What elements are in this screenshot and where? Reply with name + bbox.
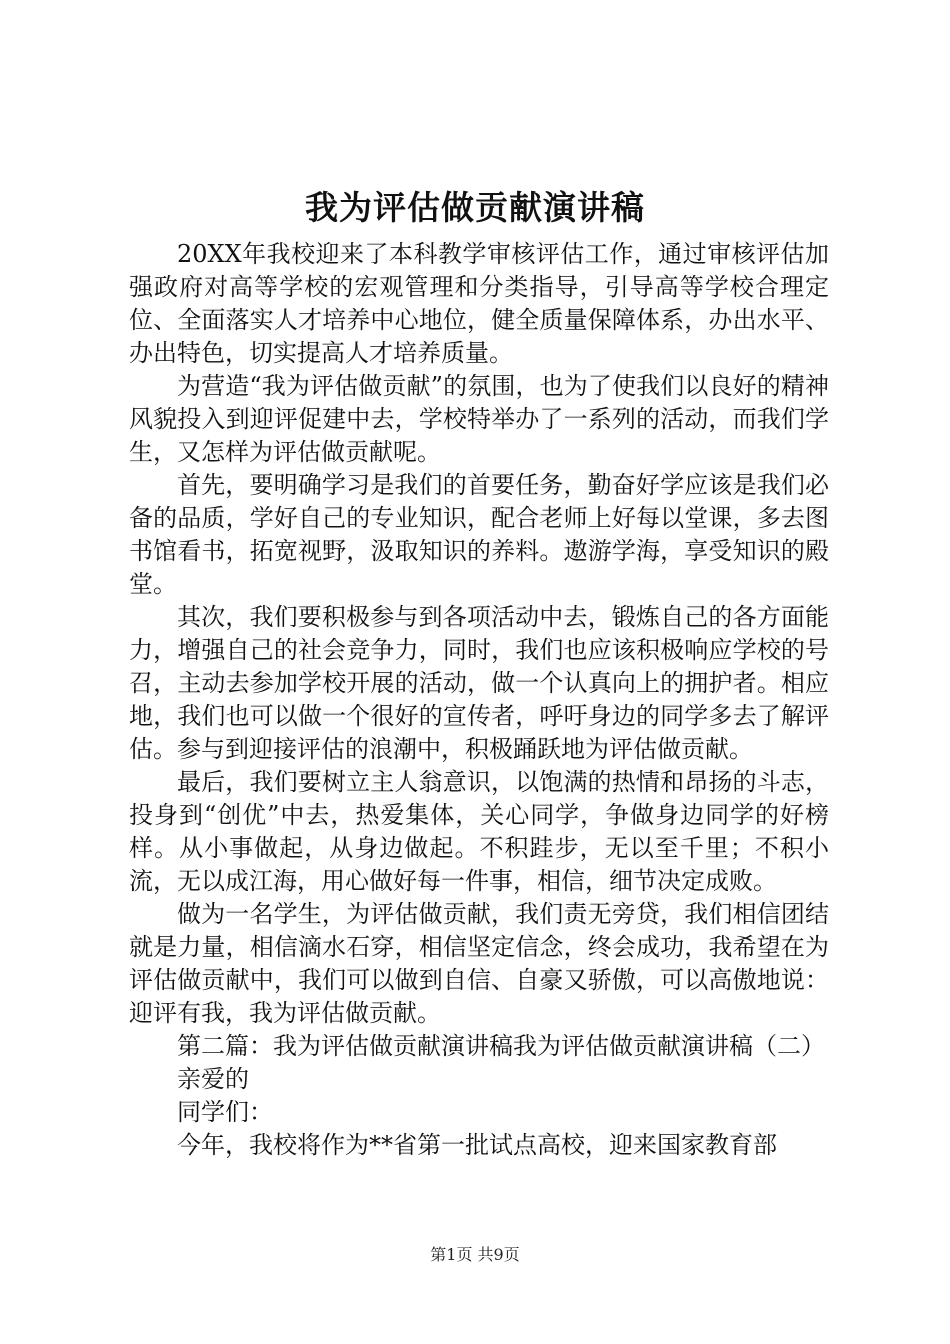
document-title: 我为评估做贡献演讲稿 [305,188,645,227]
paragraph-6: 做为一名学生，为评估做贡献，我们责无旁贷，我们相信团结就是力量，相信滴水石穿，相信坚定信念，终会成功，我希望在为评估做贡献中，我们可以做到自信、自豪又骄傲，可以高傲地说：迎评有我，我为评估做贡献。 [129,900,829,1027]
second-part-heading: 第二篇：我为评估做贡献演讲稿我为评估做贡献演讲稿（二） [177,1032,825,1060]
paragraph-4: 其次，我们要积极参与到各项活动中去，锻炼自己的各方面能力，增强自己的社会竞争力，同时，我们也应该积极响应学校的号召，主动去参加学校开展的活动，做一个认真向上的拥护者。相应地，我们也可以做一个很好的宣传者，呼吁身边的同学多去了解评估。参与到迎接评估的浪潮中，积极踊跃地为评估做贡献。 [129,603,829,763]
salutation-line-2: 同学们： [177,1098,273,1126]
document-body [129,238,829,1162]
paragraph-5: 最后，我们要树立主人翁意识，以饱满的热情和昂扬的斗志，投身到“创优”中去，热爱集体，关心同学，争做身边同学的好榜样。从小事做起，从身边做起。不积跬步，无以至千里；不积小流，无以成江海，用心做好每一件事，相信，细节决定成败。 [129,768,829,895]
paragraph-3: 首先，要明确学习是我们的首要任务，勤奋好学应该是我们必备的品质，学好自己的专业知识，配合老师上好每以堂课，多去图书馆看书，拓宽视野，汲取知识的养料。遨游学海，享受知识的殿堂。 [129,471,829,598]
paragraph-2: 为营造“我为评估做贡献”的氛围，也为了使我们以良好的精神风貌投入到迎评促建中去，学校特举办了一系列的活动，而我们学生，又怎样为评估做贡献呢。 [129,372,829,466]
paragraph-1: 20XX年我校迎来了本科教学审核评估工作，通过审核评估加强政府对高等学校的宏观管理和分类指导，引导高等学校合理定位、全面落实人才培养中心地位，健全质量保障体系，办出水平、办出特色，切实提高人才培养质量。 [129,240,829,367]
page-number-footer: 第1页 共9页 [430,1245,520,1264]
paragraph-7: 今年，我校将作为**省第一批试点高校，迎来国家教育部 [177,1131,777,1159]
salutation-line-1: 亲爱的 [177,1065,249,1093]
